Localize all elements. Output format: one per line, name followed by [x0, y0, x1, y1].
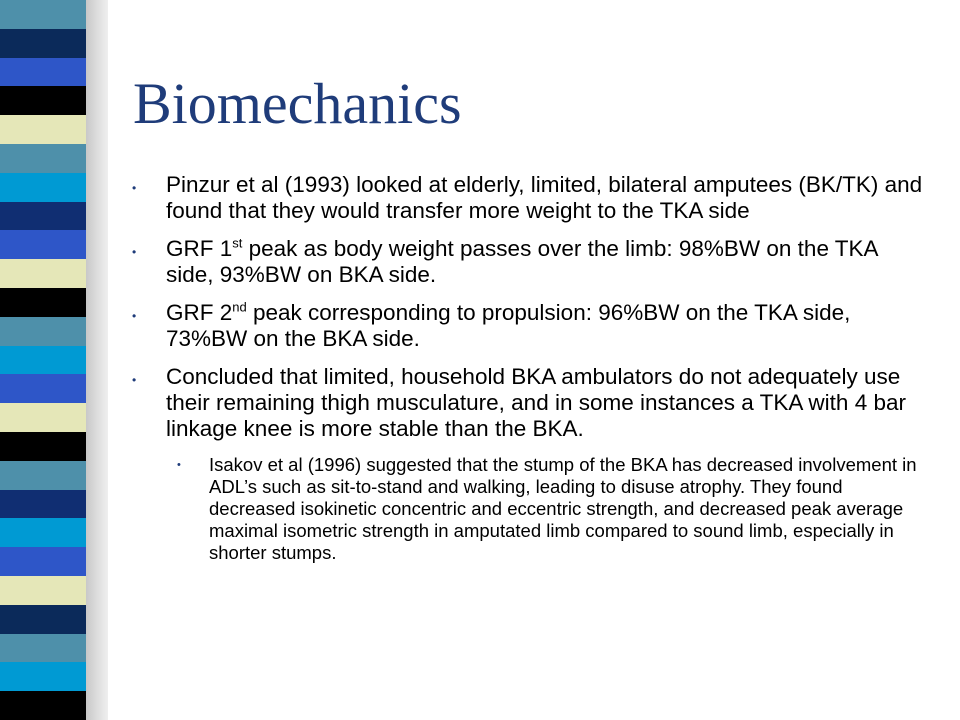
color-bar-segment [0, 432, 86, 461]
bullet-text: Concluded that limited, household BKA ambulators do not adequately use their remaining thigh musculature, and in some instances a TKA with 4 bar linkage knee is more stable than the BKA. [166, 364, 906, 441]
bullet-marker-icon: • [132, 373, 137, 387]
color-bar-segment [0, 461, 86, 490]
bullet-marker-icon: • [132, 181, 137, 195]
bullet-item [130, 172, 930, 224]
bullet-text-part: peak as body weight passes over the limb: 98%BW on the TKA side, 93%BW on BKA side. [166, 236, 878, 287]
color-bar-segment [0, 346, 86, 375]
bullet-marker-icon: • [132, 245, 137, 259]
color-bar-segment [0, 0, 86, 29]
decorative-shadow-strip [86, 0, 108, 720]
bullet-text [166, 300, 930, 352]
color-bar-segment [0, 288, 86, 317]
color-bar-segment [0, 605, 86, 634]
bullet-text: Pinzur et al (1993) looked at elderly, limited, bilateral amputees (BK/TK) and found that they would transfer more weight to the TKA side [166, 172, 923, 223]
bullet-item [130, 300, 930, 352]
color-bar-segment [0, 230, 86, 259]
bullet-text-part: GRF 2 [166, 300, 233, 325]
color-bar-segment [0, 490, 86, 519]
color-bar-segment [0, 634, 86, 663]
color-bar-segment [0, 259, 86, 288]
sub-bullet-marker-icon: • [177, 459, 181, 471]
color-bar-segment [0, 173, 86, 202]
bullet-text [166, 236, 930, 288]
color-bar-segment [0, 403, 86, 432]
bullet-marker-icon: • [132, 309, 137, 323]
color-bar-segment [0, 29, 86, 58]
bullet-item [130, 364, 930, 442]
bullet-text-part: GRF 1 [166, 236, 233, 261]
color-bar-segment [0, 662, 86, 691]
color-bar-segment [0, 691, 86, 720]
color-bar-segment [0, 547, 86, 576]
sub-bullet-text: Isakov et al (1996) suggested that the stump of the BKA has decreased involvement in ADL’s such as sit-to-stand and walking, leading to disuse atrophy. They found decreased isokinetic concentric and eccentric strength, and decreased peak average maximal isometric strength in amputated limb compared to sound limb, especially in shorter stumps. [209, 454, 917, 563]
slide-title: Biomechanics [133, 71, 462, 136]
sub-bullet-item [130, 454, 930, 564]
bullet-item [130, 236, 930, 288]
decorative-color-bar [0, 0, 86, 720]
color-bar-segment [0, 144, 86, 173]
color-bar-segment [0, 202, 86, 231]
color-bar-segment [0, 518, 86, 547]
color-bar-segment [0, 576, 86, 605]
color-bar-segment [0, 115, 86, 144]
slide-content [130, 172, 930, 564]
ordinal-superscript: st [232, 235, 243, 251]
bullet-text-part: peak corresponding to propulsion: 96%BW on the TKA side, 73%BW on the BKA side. [166, 300, 851, 351]
color-bar-segment [0, 86, 86, 115]
color-bar-segment [0, 374, 86, 403]
color-bar-segment [0, 58, 86, 87]
color-bar-segment [0, 317, 86, 346]
ordinal-superscript: nd [232, 299, 247, 315]
